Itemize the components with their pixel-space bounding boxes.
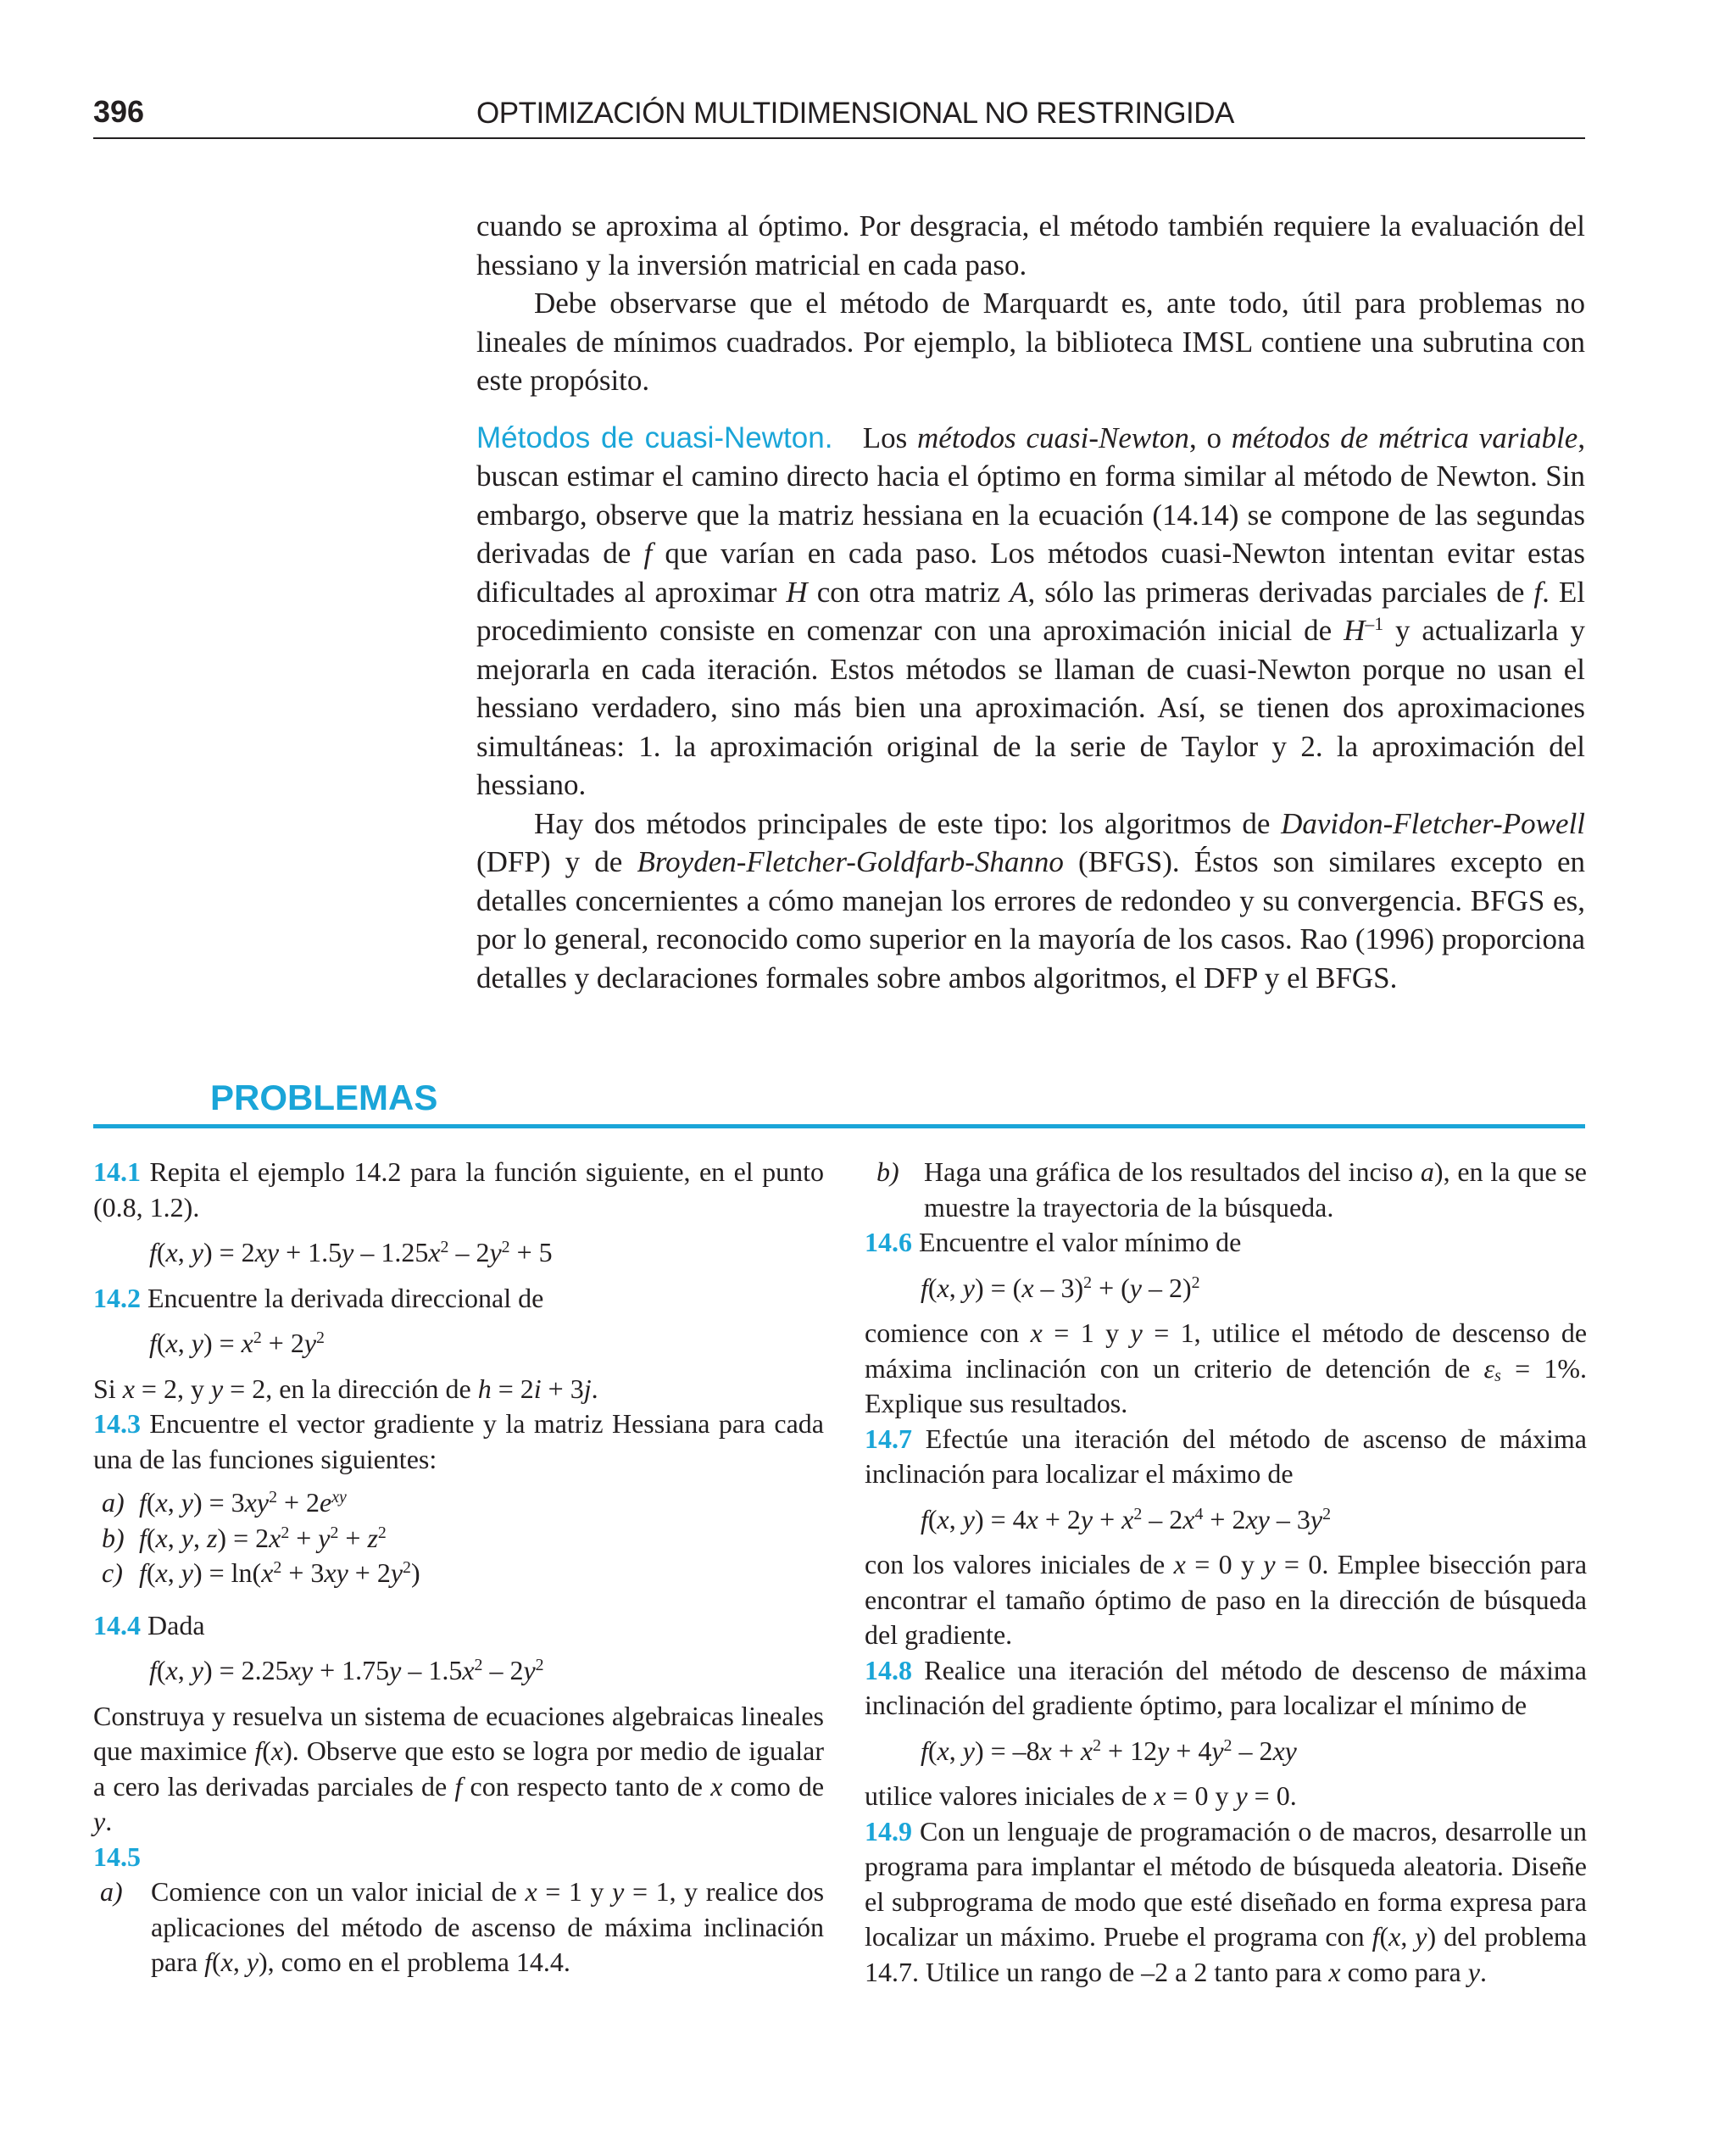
equation-14-8: f(x, $y) = -8x + x^2 + 12y + 4y^2 - 2xy$ (921, 1735, 1297, 1766)
problem-14-7-instructions: con los valores iniciales de x = 0 y y = 0. Emplee bisección para encontrar el tamaño óptimo de paso en la dirección de búsqueda del gradiente. (865, 1549, 1588, 1650)
upper-body-text (476, 207, 1585, 997)
problem-14-3-a: a) f(x, $y) = 3xy^2 + 2e^{xy}$ (102, 1487, 347, 1518)
problem-14-8-instructions: utilice valores iniciales de x = 0 y y = 0. (865, 1780, 1297, 1811)
problem-14-3-b: b) f(x, y, $z) = 2x^2 + y^2 + z^2$ (102, 1522, 387, 1553)
problem-14-3-c: c) f(x, $y) = \ln(x^2 + 3xy + 2y^2)$ (102, 1557, 420, 1588)
paragraph-1: cuando se aproxima al óptimo. Por desgracia, el método también requiere la evaluación del hessiano y la inversión matricial en cada paso. (476, 209, 1585, 281)
problem-14-5-b: b) Haga una gráfica de los resultados del inciso a), en la que se muestre la trayectoria de la búsqueda. (876, 1156, 1588, 1223)
problem-14-1: 14.1 Repita el ejemplo 14.2 para la función siguiente, en el punto (0.8, 1.2). (93, 1156, 825, 1223)
problems-rule (93, 1124, 1585, 1128)
problem-14-5: 14.5 (93, 1841, 141, 1872)
problem-14-4-instructions: Construya y resuelva un sistema de ecuaciones algebraicas lineales que maximice f(x). Observe que esto se logra por medio de igualar a cero las derivadas parciales de f con respecto tanto de x como de y. (93, 1700, 825, 1836)
problem-14-6-instructions: comience con x = 1 y y = 1, utilice el método de descenso de máxima inclinación con un criterio de detención de $\varepsilon_s = 1\%$. Explique sus resultados. (865, 1317, 1588, 1418)
problem-14-9: 14.9 Con un lenguaje de programación o de macros, desarrolle un programa para implantar el método de búsqueda aleatoria. Diseñe el subprograma de modo que esté diseñado en forma expresa para localizar un máximo. Pruebe el programa con f(x, y) del problema 14.7. Utilice un rango de –2 a 2 tanto para x como para y. (865, 1815, 1588, 1987)
problem-14-2: 14.2 Encuentre la derivada direccional de (93, 1282, 544, 1313)
problem-14-6: 14.6 Encuentre el valor mínimo de (865, 1227, 1242, 1257)
problem-14-5-a: a) Comience con un valor inicial de x = 1 y y = 1, y realice dos aplicaciones del método de ascenso de máxima inclinación para f(x, y), como en el problema 14.4. (100, 1876, 825, 1977)
equation-14-7: f(x, $y) = 4x + 2y + x^2 - 2x^4 + 2xy - 3y^2$ (921, 1503, 1331, 1535)
equation-14-2: f(x, $y) = x^2 + 2y^2$ (149, 1328, 325, 1358)
problems-right-column (865, 1155, 1587, 1990)
problem-14-3-items (93, 1485, 824, 1591)
equation-14-4: f(x, $y) = 2.25xy + 1.75y - 1.5x^2 - 2y^2$ (149, 1655, 544, 1685)
problem-14-8: 14.8 Realice una iteración del método de descenso de máxima inclinación del gradiente óptimo, para localizar el mínimo de (865, 1654, 1588, 1720)
paragraph-dfp-bfgs: Hay dos métodos principales de este tipo: los algoritmos de Davidon-Fletcher-Powell (DFP) y de Broyden-Fletcher-Goldfarb-Shanno (BFGS). Éstos son similares excepto en detalles concernientes a cómo manejan los errores de redondeo y su convergencia. BFGS es, por lo general, reconocido como superior en la mayoría de los casos. Rao (1996) proporciona detalles y declaraciones formales sobre ambos algoritmos, el DFP y el BFGS. (476, 806, 1586, 994)
problems-heading: PROBLEMAS (210, 1078, 438, 1117)
header-rule (93, 137, 1585, 139)
problems-left-column (93, 1155, 824, 1980)
paragraph-quasi-newton: Métodos de cuasi-Newton. Los métodos cuasi-Newton, o métodos de métrica variable, buscan estimar el camino directo hacia el óptimo en forma similar al método de Newton. Sin embargo, observe que la matriz hessiana en la ecuación (14.14) se compone de las segundas derivadas de f que varían en cada paso. Los métodos cuasi-Newton intentan evitar estas dificultades al aproximar H con otra matriz A, sólo las primeras derivadas parciales de f. El procedimiento consiste en comenzar con una aproximación inicial de $H^{-1}$ y actualizarla y mejorarla en cada iteración. Estos métodos se llaman de cuasi-Newton porque no usan el hessiano verdadero, sino más bien una aproximación. Así, se tienen dos aproximaciones simultáneas: 1. la aproximación original de la serie de Taylor y 2. la aproximación del hessiano. (476, 421, 1586, 801)
problem-14-7: 14.7 Efectúe una iteración del método de ascenso de máxima inclinación para localizar el máximo de (865, 1423, 1588, 1489)
section-heading-quasi-newton: Métodos de cuasi-Newton. (476, 421, 833, 454)
equation-14-6: f(x, y) = (x – 3)$^2$ + (y – 2)$^2$ (921, 1272, 1200, 1303)
equation-14-1: f(x, $y) = 2xy + 1.5y - 1.25x^2 - 2y^2 + 5$ (149, 1237, 553, 1267)
page-number: 396 (93, 94, 145, 129)
chapter-title: OPTIMIZACIÓN MULTIDIMENSIONAL NO RESTRINGIDA (476, 97, 1234, 130)
problem-14-3: 14.3 Encuentre el vector gradiente y la matriz Hessiana para cada una de las funciones siguientes: (93, 1408, 825, 1474)
problem-14-2-condition: Si x = 2, y y = 2, en la dirección de h = 2i + 3j. (93, 1373, 598, 1404)
problem-14-4: 14.4 Dada (93, 1609, 205, 1640)
paragraph-2: Debe observarse que el método de Marquardt es, ante todo, útil para problemas no lineales de mínimos cuadrados. Por ejemplo, la biblioteca IMSL contiene una subrutina con este propósito. (476, 287, 1585, 397)
